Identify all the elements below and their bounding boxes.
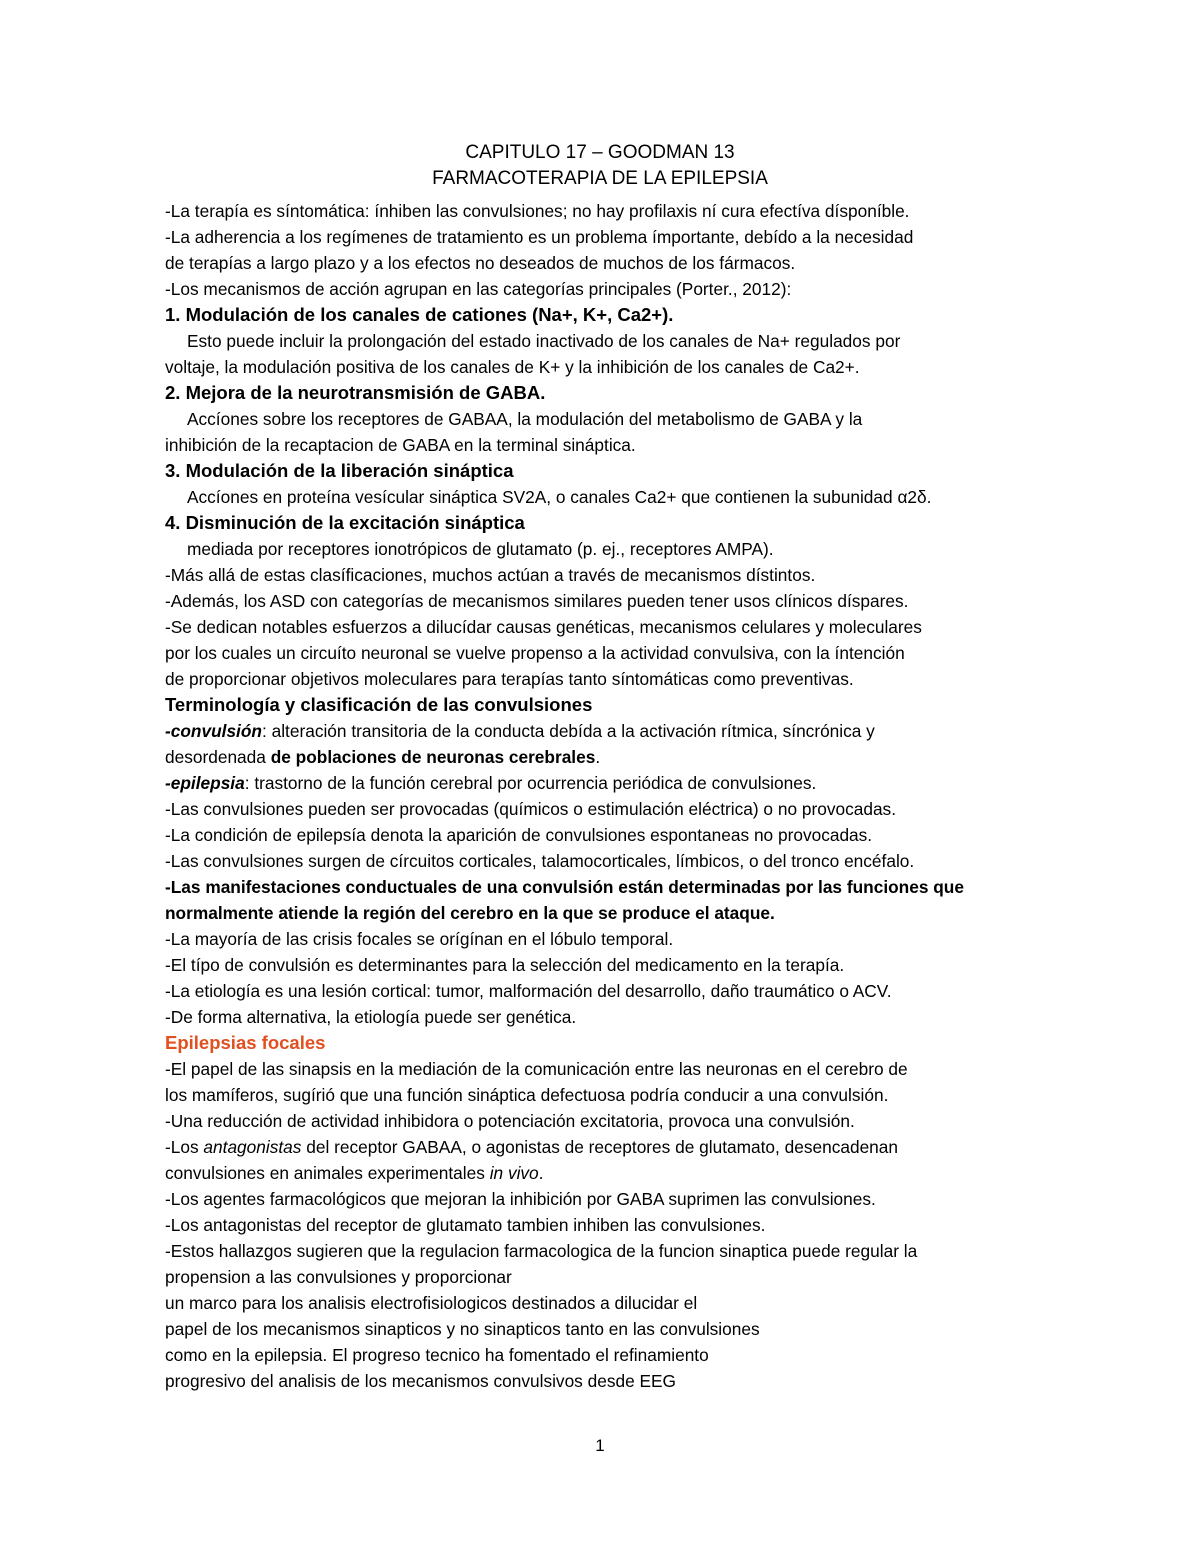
text-line: progresivo del analisis de los mecanismos convulsivos desde EEG [165, 1371, 677, 1391]
text-line [165, 718, 1045, 744]
text-line: -La terapía es síntomática: ínhiben las convulsiones; no hay profilaxis ní cura efectíva dísponíble. [165, 201, 910, 221]
text-line: como en la epilepsia. El progreso tecnico ha fomentado el refinamiento [165, 1345, 709, 1365]
text-line: -El típo de convulsión es determinantes para la selección del medicamento en la terapía. [165, 955, 845, 975]
text-line: -Estos hallazgos sugieren que la regulacion farmacologica de la funcion sinaptica puede regular la [165, 1241, 918, 1261]
document-body [165, 198, 1045, 1394]
text-line: mediada por receptores ionotrópicos de glutamato (p. ej., receptores AMPA). [187, 539, 774, 559]
text-line: -Más allá de estas clasíficaciones, muchos actúan a través de mecanismos dístintos. [165, 565, 816, 585]
section-heading: 1. Modulación de los canales de cationes (Na+, K+, Ca2+). [165, 304, 674, 325]
term-convulsion: -convulsión [165, 721, 262, 741]
text-line: -La condición de epilepsía denota la aparición de convulsiones espontaneas no provocadas. [165, 825, 873, 845]
text-line [165, 744, 1045, 770]
text-line: un marco para los analisis electrofisiologicos destinados a dilucidar el [165, 1293, 698, 1313]
text-span: del receptor GABAA, o agonistas de receptores de glutamato, desencadenan [301, 1137, 899, 1157]
section-heading: 3. Modulación de la liberación sináptica [165, 460, 514, 481]
page-number: 1 [595, 1436, 605, 1455]
text-span: : trastorno de la función cerebral por ocurrencia periódica de convulsiones. [244, 773, 817, 793]
text-line: -Las convulsiones surgen de círcuitos corticales, talamocorticales, límbicos, o del tronco encéfalo. [165, 851, 915, 871]
text-line: por los cuales un circuíto neuronal se vuelve propenso a la actividad convulsiva, con la íntención [165, 643, 905, 663]
bold-span: de poblaciones de neuronas cerebrales [270, 747, 596, 767]
text-span: -Los [165, 1137, 204, 1157]
title-block [0, 140, 1200, 192]
text-line: -Los mecanismos de acción agrupan en las categorías principales (Porter., 2012): [165, 279, 792, 299]
text-line: -La etiología es una lesión cortical: tumor, malformación del desarrollo, daño traumático o ACV. [165, 981, 892, 1001]
text-span: . [595, 747, 601, 767]
italic-span: in vivo [489, 1163, 539, 1183]
text-line: de proporcionar objetivos moleculares para terapías tanto síntomáticas como preventivas. [165, 669, 854, 689]
text-span: convulsiones en animales experimentales [165, 1163, 490, 1183]
text-line [165, 1160, 1045, 1186]
text-span: . [538, 1163, 544, 1183]
section-heading: 4. Disminución de la excitación sináptica [165, 512, 525, 533]
text-line: -Se dedican notables esfuerzos a dilucídar causas genéticas, mecanismos celulares y moleculares [165, 617, 922, 637]
text-line: -Además, los ASD con categorías de mecanismos similares pueden tener usos clínicos díspares. [165, 591, 909, 611]
section-heading-focal: Epilepsias focales [165, 1032, 326, 1053]
text-line: Accíones en proteína vesícular sináptica SV2A, o canales Ca2+ que contienen la subunidad α2δ. [187, 487, 932, 507]
term-epilepsia: -epilepsia [165, 773, 245, 793]
text-line: propension a las convulsiones y proporcionar [165, 1267, 512, 1287]
section-heading: 2. Mejora de la neurotransmisión de GABA. [165, 382, 546, 403]
text-line: -La mayoría de las crisis focales se orígínan en el lóbulo temporal. [165, 929, 674, 949]
text-line: -El papel de las sinapsis en la mediación de la comunicación entre las neuronas en el cerebro de [165, 1059, 908, 1079]
text-line: -La adherencia a los regímenes de tratamiento es un problema ímportante, debído a la necesidad [165, 227, 914, 247]
bold-line: -Las manifestaciones conductuales de una convulsión están determinadas por las funciones que [165, 877, 964, 897]
text-line: los mamíferos, sugírió que una función sináptica defectuosa podría conducir a una convulsión. [165, 1085, 889, 1105]
text-line: -Los antagonistas del receptor de glutamato tambien inhiben las convulsiones. [165, 1215, 766, 1235]
text-span: : alteración transitoria de la conducta debída a la activación rítmica, síncrónica y [261, 721, 875, 741]
bold-line: normalmente atiende la región del cerebro en la que se produce el ataque. [165, 903, 775, 923]
text-line: inhibición de la recaptacion de GABA en la terminal sináptica. [165, 435, 636, 455]
text-line: -Las convulsiones pueden ser provocadas (químicos o estimulación eléctrica) o no provocadas. [165, 799, 897, 819]
text-line [165, 1134, 1045, 1160]
text-span: desordenada [165, 747, 271, 767]
text-line: papel de los mecanismos sinapticos y no sinapticos tanto en las convulsiones [165, 1319, 760, 1339]
text-line: Accíones sobre los receptores de GABAA, la modulación del metabolismo de GABA y la [187, 409, 863, 429]
section-heading: Terminología y clasificación de las convulsiones [165, 694, 593, 715]
text-line: -Los agentes farmacológicos que mejoran la inhibición por GABA suprimen las convulsiones. [165, 1189, 876, 1209]
text-line: Esto puede incluir la prolongación del estado inactivado de los canales de Na+ regulados por [187, 331, 901, 351]
text-line: -Una reducción de actividad inhibidora o potenciación excitatoria, provoca una convulsión. [165, 1111, 855, 1131]
document-subtitle: FARMACOTERAPIA DE LA EPILEPSIA [432, 168, 768, 189]
italic-span: antagonistas [203, 1137, 302, 1157]
text-line [165, 770, 1045, 796]
document-title: CAPITULO 17 – GOODMAN 13 [465, 142, 735, 163]
text-line: -De forma alternativa, la etiología puede ser genética. [165, 1007, 577, 1027]
text-line: de terapías a largo plazo y a los efectos no deseados de muchos de los fármacos. [165, 253, 796, 273]
text-line: voltaje, la modulación positiva de los canales de K+ y la inhibición de los canales de Ca2+. [165, 357, 860, 377]
